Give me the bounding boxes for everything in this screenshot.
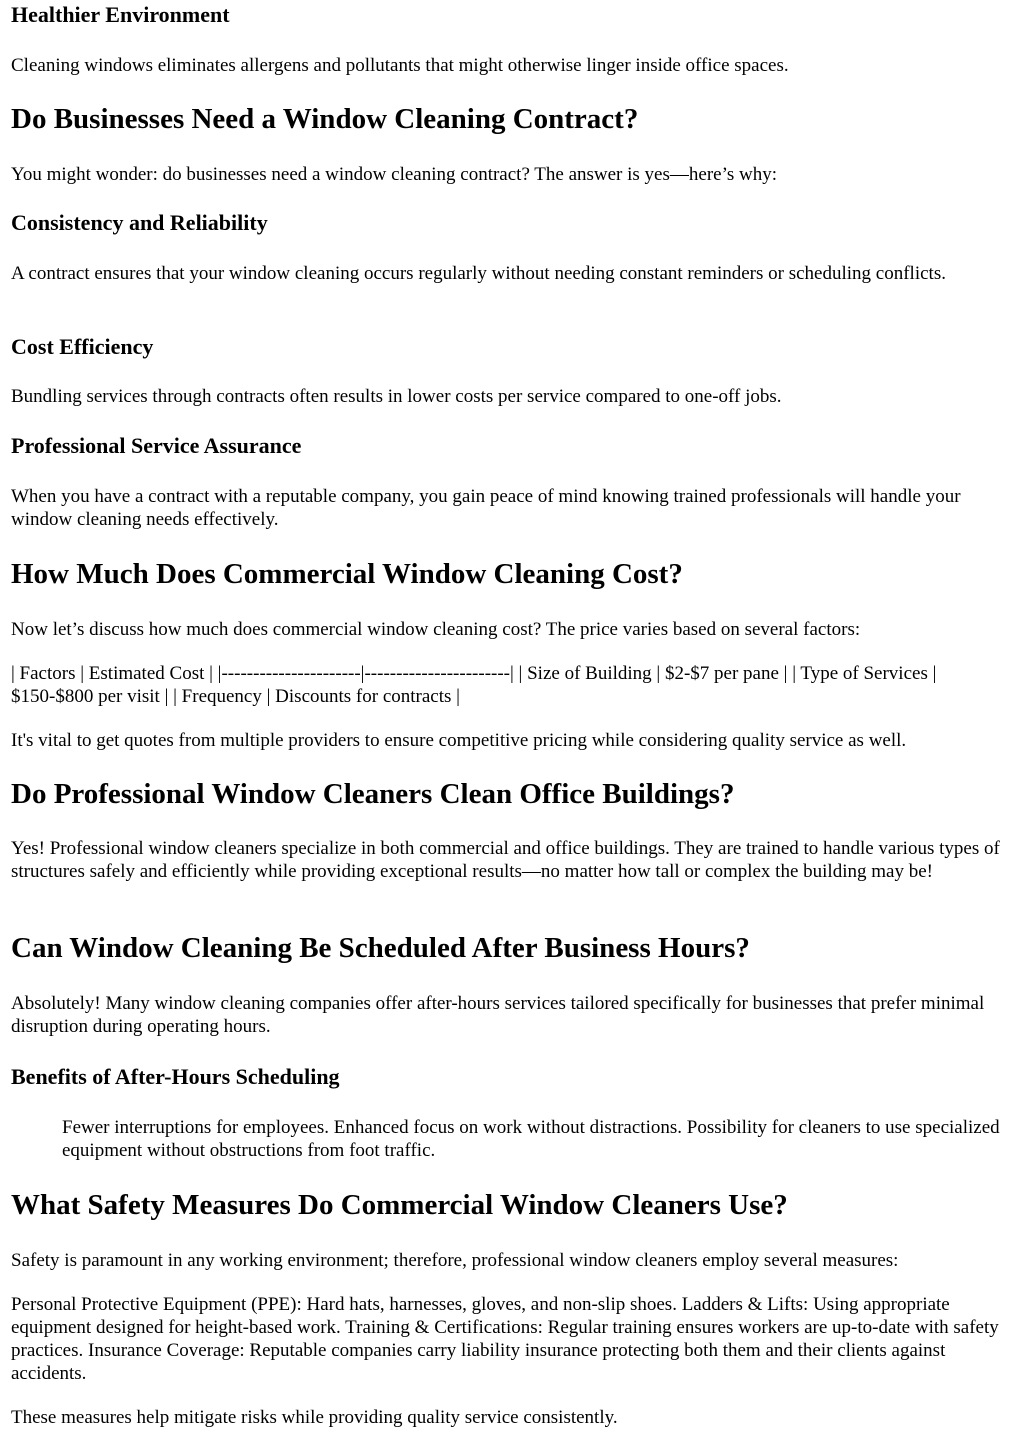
heading-office-buildings: Do Professional Window Cleaners Clean Office Buildings? — [11, 778, 735, 810]
heading-cost-efficiency: Cost Efficiency — [11, 334, 154, 359]
heading-service-assurance: Professional Service Assurance — [11, 433, 302, 458]
paragraph-after-hours: Absolutely! Many window cleaning companies offer after-hours services tailored specifically for businesses that prefer minimal disruption during operating hours. — [11, 993, 985, 1037]
heading-cost: How Much Does Commercial Window Cleaning Cost? — [11, 558, 683, 590]
heading-healthier-environment: Healthier Environment — [11, 2, 230, 27]
paragraph-office-buildings: Yes! Professional window cleaners specialize in both commercial and office buildings. They are trained to handle various types of structures safely and efficiently while providing exceptional results—no matter how tall or complex the building may be! — [11, 838, 1000, 882]
heading-after-hours: Can Window Cleaning Be Scheduled After Business Hours? — [11, 932, 750, 964]
paragraph-healthier-environment: Cleaning windows eliminates allergens and pollutants that might otherwise linger inside office spaces. — [11, 55, 789, 76]
paragraph-safety-intro: Safety is paramount in any working environment; therefore, professional window cleaners employ several measures: — [11, 1250, 899, 1271]
heading-consistency: Consistency and Reliability — [11, 210, 268, 235]
heading-contract: Do Businesses Need a Window Cleaning Contract? — [11, 103, 639, 135]
paragraph-cost-table: | Factors | Estimated Cost | |----------------------|-----------------------| | Size of Building | $2-$7 per pane | | Type of Services | $150-$800 per visit | | Frequency | Discounts for contracts | — [11, 663, 937, 707]
paragraph-consistency: A contract ensures that your window cleaning occurs regularly without needing constant reminders or scheduling conflicts. — [11, 263, 946, 284]
list-after-hours-benefits: Fewer interruptions for employees. Enhanced focus on work without distractions. Possibility for cleaners to use specialized equipment without obstructions from foot traffic. — [62, 1117, 1000, 1161]
heading-safety: What Safety Measures Do Commercial Window Cleaners Use? — [11, 1189, 788, 1221]
paragraph-cost-note: It's vital to get quotes from multiple providers to ensure competitive pricing while considering quality service as well. — [11, 730, 907, 751]
paragraph-service-assurance: When you have a contract with a reputable company, you gain peace of mind knowing trained professionals will handle your window cleaning needs effectively. — [11, 486, 961, 530]
paragraph-cost-efficiency: Bundling services through contracts often results in lower costs per service compared to one-off jobs. — [11, 386, 782, 407]
paragraph-safety-outro: These measures help mitigate risks while providing quality service consistently. — [11, 1407, 618, 1428]
paragraph-contract-intro: You might wonder: do businesses need a window cleaning contract? The answer is yes—here’s why: — [11, 164, 778, 185]
heading-after-hours-benefits: Benefits of After-Hours Scheduling — [11, 1064, 340, 1089]
list-safety-measures: Personal Protective Equipment (PPE): Hard hats, harnesses, gloves, and non-slip shoes. Ladders & Lifts: Using appropriate equipment designed for height-based work. Training & Certifications: Regular training ensures workers are up-to-date with safety practices. Insurance Coverage: Reputable companies carry liability insurance protecting both them and their clients against accidents. — [11, 1294, 999, 1384]
paragraph-cost-intro: Now let’s discuss how much does commercial window cleaning cost? The price varies based on several factors: — [11, 619, 861, 640]
